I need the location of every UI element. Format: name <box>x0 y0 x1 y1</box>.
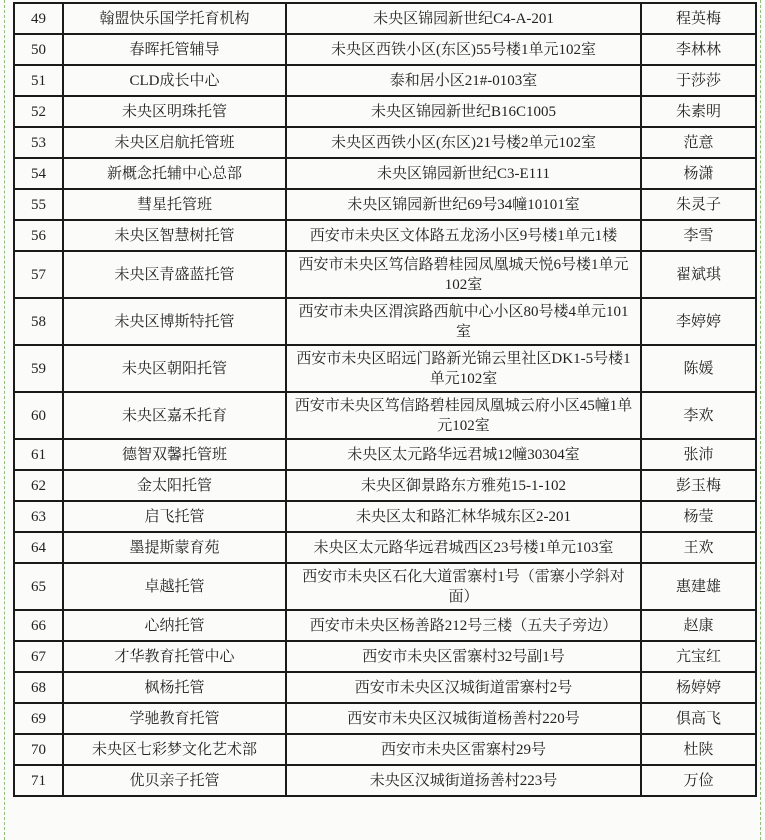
row-number: 61 <box>14 439 63 470</box>
row-number: 63 <box>14 501 63 532</box>
row-number: 51 <box>14 65 63 96</box>
institution-name: CLD成长中心 <box>63 65 286 96</box>
contact-person: 俱高飞 <box>641 703 756 734</box>
row-number: 53 <box>14 127 63 158</box>
row-number: 65 <box>14 563 63 610</box>
institution-name: 枫杨托管 <box>63 672 286 703</box>
row-number: 56 <box>14 220 63 251</box>
table-row <box>14 189 756 220</box>
institution-address: 西安市未央区笃信路碧桂园凤凰城云府小区45幢1单元102室 <box>286 392 641 439</box>
row-number: 69 <box>14 703 63 734</box>
table-row <box>14 34 756 65</box>
contact-person: 程英梅 <box>641 3 756 34</box>
institution-address: 未央区太元路华远君城12幢30304室 <box>286 439 641 470</box>
table-row <box>14 65 756 96</box>
table-row <box>14 470 756 501</box>
row-number: 60 <box>14 392 63 439</box>
contact-person: 惠建雄 <box>641 563 756 610</box>
contact-person: 杨潇 <box>641 158 756 189</box>
institution-name: 翰盟快乐国学托育机构 <box>63 3 286 34</box>
table-row <box>14 703 756 734</box>
institution-name: 未央区朝阳托管 <box>63 345 286 392</box>
institution-name: 未央区明珠托管 <box>63 96 286 127</box>
contact-person: 朱灵子 <box>641 189 756 220</box>
contact-person: 李婷婷 <box>641 298 756 345</box>
institution-name: 心纳托管 <box>63 610 286 641</box>
contact-person: 翟斌琪 <box>641 251 756 298</box>
institution-name: 春晖托管辅导 <box>63 34 286 65</box>
institution-name: 启飞托管 <box>63 501 286 532</box>
institution-address: 西安市未央区汉城街道杨善村220号 <box>286 703 641 734</box>
contact-person: 亢宝红 <box>641 641 756 672</box>
row-number: 52 <box>14 96 63 127</box>
institution-address: 未央区御景路东方雅苑15-1-102 <box>286 470 641 501</box>
institution-address: 未央区西铁小区(东区)21号楼2单元102室 <box>286 127 641 158</box>
contact-person: 陈媛 <box>641 345 756 392</box>
table-row <box>14 251 756 298</box>
contact-person: 李雪 <box>641 220 756 251</box>
institution-name: 优贝亲子托管 <box>63 765 286 796</box>
table-row <box>14 563 756 610</box>
institution-address: 未央区太元路华远君城西区23号楼1单元103室 <box>286 532 641 563</box>
contact-person: 范意 <box>641 127 756 158</box>
row-number: 68 <box>14 672 63 703</box>
institution-name: 墨提斯蒙育苑 <box>63 532 286 563</box>
row-number: 58 <box>14 298 63 345</box>
institution-address: 西安市未央区笃信路碧桂园凤凰城天悦6号楼1单元102室 <box>286 251 641 298</box>
row-number: 50 <box>14 34 63 65</box>
institution-address: 西安市未央区石化大道雷寨村1号（雷寨小学斜对面） <box>286 563 641 610</box>
institution-name: 学驰教育托管 <box>63 703 286 734</box>
contact-person: 于莎莎 <box>641 65 756 96</box>
table-row <box>14 220 756 251</box>
institution-address: 未央区锦园新世纪B16C1005 <box>286 96 641 127</box>
row-number: 71 <box>14 765 63 796</box>
table-row <box>14 641 756 672</box>
table-row <box>14 392 756 439</box>
contact-person: 李欢 <box>641 392 756 439</box>
table-row <box>14 3 756 34</box>
institution-name: 彗星托管班 <box>63 189 286 220</box>
contact-person: 张沛 <box>641 439 756 470</box>
institution-name: 金太阳托管 <box>63 470 286 501</box>
institution-address: 未央区汉城街道扬善村223号 <box>286 765 641 796</box>
contact-person: 李林林 <box>641 34 756 65</box>
institution-address: 未央区锦园新世纪69号34幢10101室 <box>286 189 641 220</box>
table-row <box>14 765 756 796</box>
row-number: 70 <box>14 734 63 765</box>
institution-name: 未央区博斯特托管 <box>63 298 286 345</box>
institution-name: 才华教育托管中心 <box>63 641 286 672</box>
institution-address: 西安市未央区汉城街道雷寨村2号 <box>286 672 641 703</box>
row-number: 59 <box>14 345 63 392</box>
table-row <box>14 127 756 158</box>
institution-name: 未央区七彩梦文化艺术部 <box>63 734 286 765</box>
row-number: 64 <box>14 532 63 563</box>
table-row <box>14 298 756 345</box>
institution-address: 西安市未央区杨善路212号三楼（五夫子旁边） <box>286 610 641 641</box>
contact-person: 万俭 <box>641 765 756 796</box>
contact-person: 彭玉梅 <box>641 470 756 501</box>
institution-name: 未央区智慧树托管 <box>63 220 286 251</box>
contact-person: 杨莹 <box>641 501 756 532</box>
institution-name: 新概念托辅中心总部 <box>63 158 286 189</box>
institution-address: 西安市未央区文体路五龙汤小区9号楼1单元1楼 <box>286 220 641 251</box>
childcare-institutions-table <box>13 2 757 797</box>
contact-person: 朱素明 <box>641 96 756 127</box>
table-row <box>14 96 756 127</box>
institution-address: 西安市未央区渭滨路西航中心小区80号楼4单元101室 <box>286 298 641 345</box>
institution-address: 西安市未央区雷寨村29号 <box>286 734 641 765</box>
contact-person: 杜陕 <box>641 734 756 765</box>
institution-address: 西安市未央区雷寨村32号副1号 <box>286 641 641 672</box>
table-row <box>14 345 756 392</box>
row-number: 67 <box>14 641 63 672</box>
row-number: 62 <box>14 470 63 501</box>
institution-address: 西安市未央区昭远门路新光锦云里社区DK1-5号楼1单元102室 <box>286 345 641 392</box>
table-row <box>14 610 756 641</box>
institution-name: 未央区嘉禾托育 <box>63 392 286 439</box>
row-number: 55 <box>14 189 63 220</box>
institution-name: 未央区启航托管班 <box>63 127 286 158</box>
institution-address: 泰和居小区21#-0103室 <box>286 65 641 96</box>
institution-address: 未央区锦园新世纪C4-A-201 <box>286 3 641 34</box>
row-number: 49 <box>14 3 63 34</box>
institution-address: 未央区太和路汇林华城东区2-201 <box>286 501 641 532</box>
page-edge-right <box>760 0 761 840</box>
table-row <box>14 672 756 703</box>
table-row <box>14 439 756 470</box>
contact-person: 赵康 <box>641 610 756 641</box>
institution-name: 卓越托管 <box>63 563 286 610</box>
table-row <box>14 734 756 765</box>
institution-name: 德智双馨托管班 <box>63 439 286 470</box>
institution-name: 未央区青盛蓝托管 <box>63 251 286 298</box>
page-edge-left <box>4 0 5 840</box>
row-number: 57 <box>14 251 63 298</box>
table-row <box>14 158 756 189</box>
row-number: 54 <box>14 158 63 189</box>
contact-person: 王欢 <box>641 532 756 563</box>
table-row <box>14 532 756 563</box>
row-number: 66 <box>14 610 63 641</box>
institution-address: 未央区锦园新世纪C3-E111 <box>286 158 641 189</box>
contact-person: 杨婷婷 <box>641 672 756 703</box>
table-row <box>14 501 756 532</box>
institution-address: 未央区西铁小区(东区)55号楼1单元102室 <box>286 34 641 65</box>
